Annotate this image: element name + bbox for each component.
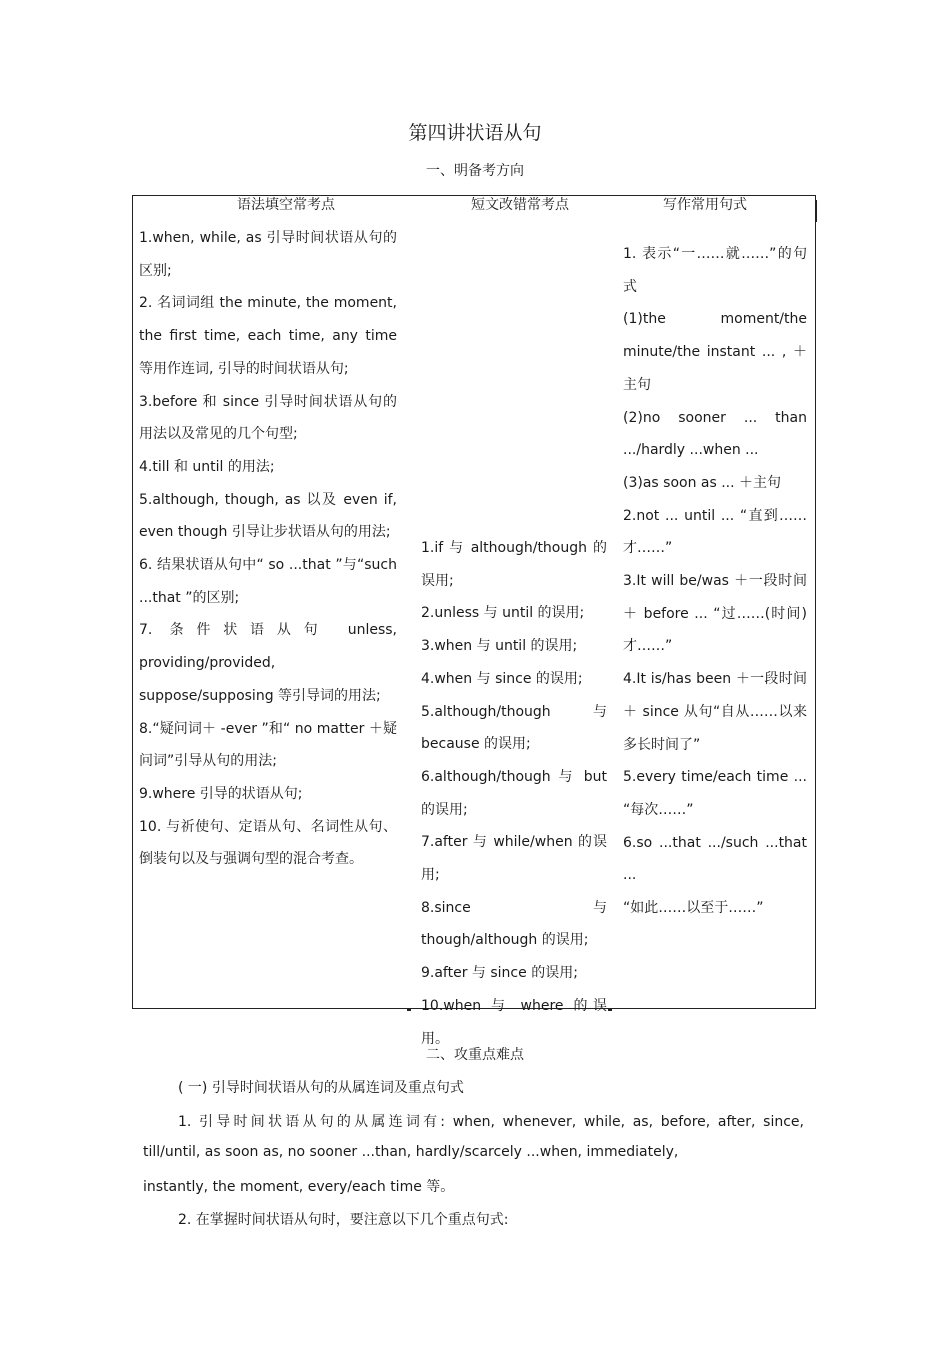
list-item: 5.although/though 与 because 的误用; [421, 703, 607, 753]
column-header: 语法填空常考点 [237, 197, 335, 213]
list-item: 10.when 与 where 的误用。 [421, 997, 607, 1047]
list-item: “如此……以至于……” [623, 900, 764, 917]
paragraph-line: 2. 在掌握时间状语从句时，要注意以下几个重点句式: [178, 1212, 509, 1228]
exam-points-table [132, 195, 816, 1047]
list-item: (2)no sooner ... than .../hardly ...when ... [623, 409, 807, 459]
list-item: (1)the moment/the minute/the instant ... , ＋主句 [623, 311, 807, 393]
list-item: 3.before 和 since 引导时间状语从句的用法以及常见的几个句型; [139, 393, 397, 443]
column-items [139, 222, 397, 876]
list-item: 1.when, while, as 引导时间状语从句的区别; [139, 230, 397, 279]
list-item: 5.every time/each time ... “每次……” [623, 769, 807, 818]
list-item: 4.till 和 until 的用法; [139, 458, 275, 475]
list-item: 6.so ...that .../such ...that ... [623, 834, 807, 884]
column-divider-mark [407, 1008, 411, 1011]
grammar-fill-column [139, 196, 397, 1008]
list-item: (3)as soon as ... ＋主句 [623, 474, 782, 491]
list-item: 1. 表示“一……就……”的句式 [623, 246, 807, 295]
list-item: 2.not ... until ... “直到……才……” [623, 507, 807, 557]
column-header: 短文改错常考点 [471, 197, 569, 213]
list-item: 8.since 与 though/although 的误用; [421, 899, 607, 949]
error-correction-column [421, 196, 607, 1047]
paragraph-line: instantly, the moment, every/each time 等。 [143, 1179, 455, 1195]
list-item: 10. 与祈使句、定语从句、名词性从句、倒装句以及与强调句型的混合考查。 [139, 818, 397, 868]
list-item: 2.unless 与 until 的误用; [421, 605, 585, 622]
list-item: 7.after 与 while/when 的误用; [421, 834, 607, 884]
section-heading-2: 二、攻重点难点 [426, 1047, 524, 1063]
list-item: 3.when 与 until 的误用; [421, 638, 578, 655]
list-item: 1.if 与 although/though 的误用; [421, 540, 607, 589]
paragraph-line: till/until, as soon as, no sooner ...than, hardly/scarcely ...when, immediately, [143, 1144, 679, 1160]
list-item: 5.although, though, as 以及 even if, even though 引导让步状语从句的用法; [139, 491, 397, 541]
list-item: 2. 名词词组 the minute, the moment, the first time, each time, any time 等用作连词, 引导的时间状语从句; [139, 295, 397, 377]
list-item: 4.when 与 since 的误用; [421, 670, 583, 687]
list-item: 3.It will be/was ＋一段时间＋ before ... “过……(时间) 才……” [623, 573, 807, 655]
list-item: 4.It is/has been ＋一段时间＋ since 从句“自从……以来多长时间了” [623, 671, 807, 753]
column-items [623, 238, 807, 925]
section-heading-1: 一、明备考方向 [426, 163, 524, 179]
list-item: 7. 条件状语从句 unless, providing/provided, suppose/supposing 等引导词的用法; [139, 622, 397, 704]
list-item: 8.“疑问词＋ -ever ”和“ no matter ＋疑问词”引导从句的用法; [139, 720, 397, 770]
lesson-title: 第四讲状语从句 [408, 122, 542, 144]
table-top-right-tick [816, 200, 817, 222]
list-item: 6. 结果状语从句中“ so ...that ”与“such ...that ”的区别; [139, 557, 397, 606]
list-item: 9.where 引导的状语从句; [139, 785, 303, 802]
list-item: 6.although/though 与 but 的误用; [421, 768, 607, 818]
column-items [421, 532, 607, 1055]
list-item: 9.after 与 since 的误用; [421, 965, 578, 982]
column-divider-mark [608, 1008, 612, 1011]
subsection-heading: ( 一) 引导时间状语从句的从属连词及重点句式 [178, 1080, 464, 1096]
writing-patterns-column [623, 196, 807, 1008]
paragraph-line: 1. 引导时间状语从句的从属连词有: when, whenever, while, as, before, after, since, [178, 1114, 804, 1130]
column-header: 写作常用句式 [663, 197, 747, 213]
